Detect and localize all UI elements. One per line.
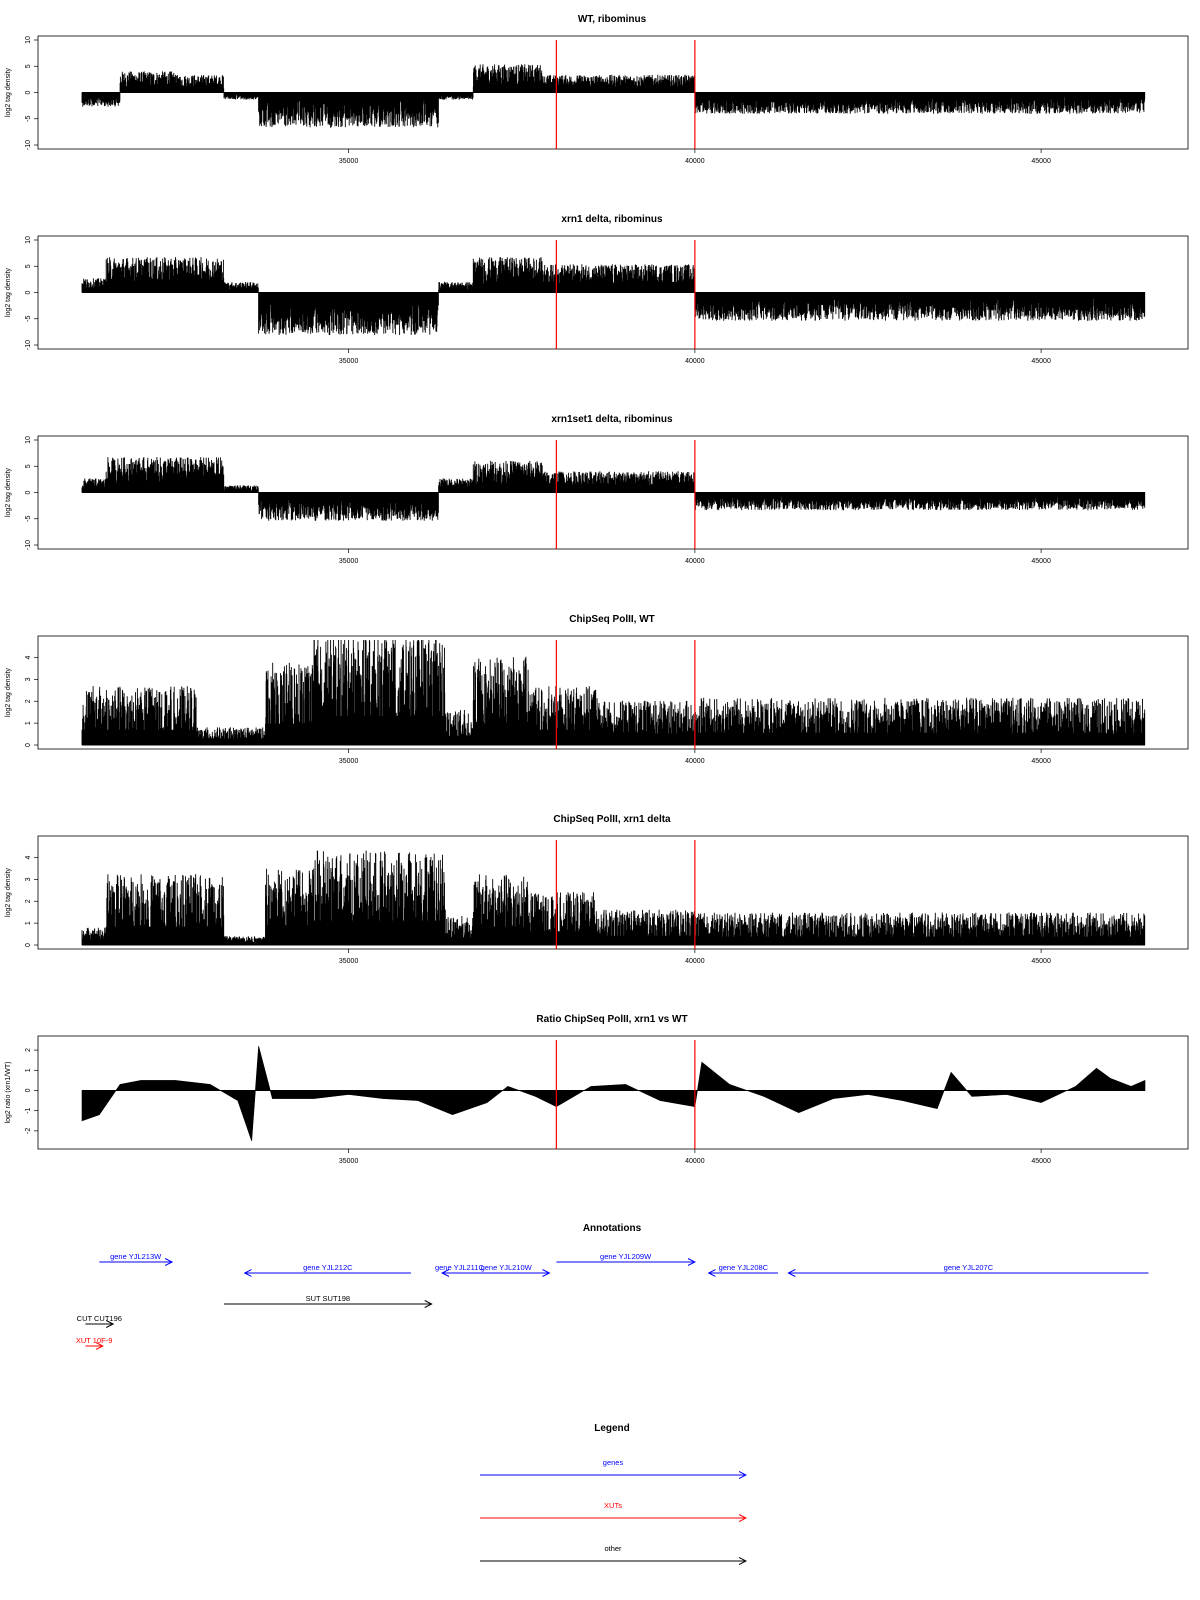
feature-label: gene YJL211C (434, 1263, 484, 1272)
chart-panel (5, 1014, 1188, 1165)
x-tick-label: 35000 (338, 758, 359, 765)
chart-panel (5, 614, 1188, 765)
panel-title: xrn1 delta, ribominus (561, 214, 663, 225)
chart-panel (5, 14, 1188, 165)
y-tick-label: 3 (25, 877, 32, 882)
y-tick-label: 0 (25, 90, 32, 95)
y-tick-label: 5 (25, 264, 32, 269)
x-tick-label: 45000 (1031, 558, 1051, 565)
chart-panels (5, 14, 1188, 1165)
panel-title: WT, ribominus (577, 14, 647, 25)
feature-label: gene YJL212C (303, 1263, 353, 1272)
feature-label: CUT CUT196 (76, 1314, 122, 1323)
feature-label: gene YJL207C (943, 1263, 994, 1272)
panel-title: ChipSeq PolII, WT (569, 614, 655, 625)
y-tick-label: 1 (25, 721, 32, 726)
chart-panel (5, 814, 1188, 965)
y-tick-label: 5 (25, 464, 32, 469)
x-tick-label: 35000 (338, 158, 359, 165)
y-tick-label: 4 (25, 655, 32, 660)
y-axis-label: log2 ratio (xrn1/WT) (5, 1061, 12, 1124)
legend-panel (480, 1423, 746, 1561)
y-tick-label: -10 (25, 139, 32, 151)
feature-label: XUT 10F-9 (75, 1336, 113, 1345)
y-tick-label: -5 (25, 115, 32, 122)
feature-label: gene YJL209W (600, 1252, 652, 1261)
annotations-panel (76, 1223, 1149, 1346)
panel-title: Ratio ChipSeq PolII, xrn1 vs WT (536, 1014, 688, 1025)
y-tick-label: 2 (25, 899, 32, 904)
x-tick-label: 40000 (685, 958, 705, 965)
x-tick-label: 40000 (685, 1158, 705, 1165)
y-tick-label: 0 (25, 290, 32, 295)
y-tick-label: -2 (25, 1127, 32, 1134)
x-tick-label: 40000 (685, 158, 705, 165)
signal-bars (82, 64, 1145, 128)
y-axis-label: log2 tag density (5, 267, 12, 318)
x-tick-label: 40000 (685, 758, 705, 765)
chart-panel (5, 214, 1188, 365)
legend-title: Legend (594, 1423, 630, 1434)
x-tick-label: 35000 (338, 1158, 359, 1165)
ratio-area (82, 1046, 1145, 1141)
x-tick-label: 35000 (338, 558, 359, 565)
x-tick-label: 45000 (1031, 1158, 1051, 1165)
feature-label: gene YJL208C (718, 1263, 769, 1272)
y-tick-label: 5 (25, 64, 32, 69)
legend-label: genes (602, 1458, 624, 1467)
x-tick-label: 45000 (1031, 158, 1051, 165)
y-tick-label: 10 (25, 436, 32, 444)
feature-label: SUT SUT198 (305, 1294, 351, 1303)
y-tick-label: 0 (25, 1088, 32, 1093)
y-tick-label: -5 (25, 315, 32, 322)
x-tick-label: 35000 (338, 958, 359, 965)
y-axis-label: log2 tag density (5, 867, 12, 918)
x-tick-label: 40000 (685, 358, 705, 365)
x-tick-label: 35000 (338, 358, 359, 365)
signal-bars (82, 640, 1145, 745)
y-axis-label: log2 tag density (5, 467, 12, 518)
signal-bars (82, 257, 1145, 335)
y-tick-label: -1 (25, 1107, 32, 1114)
panel-title: xrn1set1 delta, ribominus (551, 414, 673, 425)
signal-bars (82, 457, 1145, 521)
y-tick-label: -10 (25, 339, 32, 351)
y-tick-label: 10 (25, 36, 32, 44)
feature-label: gene YJL213W (110, 1252, 162, 1261)
y-tick-label: 3 (25, 677, 32, 682)
y-tick-label: 2 (25, 699, 32, 704)
y-tick-label: 0 (25, 943, 32, 947)
x-tick-label: 45000 (1031, 358, 1051, 365)
y-tick-label: 0 (25, 743, 32, 747)
y-tick-label: 0 (25, 490, 32, 495)
signal-bars (82, 851, 1145, 945)
y-tick-label: 1 (25, 921, 32, 926)
legend-label: XUTs (604, 1501, 622, 1510)
y-tick-label: -10 (25, 539, 32, 551)
x-tick-label: 45000 (1031, 958, 1051, 965)
y-axis-label: log2 tag density (5, 667, 12, 718)
legend-label: other (604, 1544, 622, 1553)
y-tick-label: 10 (25, 236, 32, 244)
panel-title: ChipSeq PolII, xrn1 delta (553, 814, 671, 825)
y-tick-label: 2 (25, 1048, 32, 1053)
y-tick-label: 4 (25, 855, 32, 860)
x-tick-label: 40000 (685, 558, 705, 565)
y-axis-label: log2 tag density (5, 67, 12, 118)
chart-panel (5, 414, 1188, 565)
y-tick-label: 1 (25, 1068, 32, 1073)
y-tick-label: -5 (25, 515, 32, 522)
x-tick-label: 45000 (1031, 758, 1051, 765)
annotations-title: Annotations (582, 1223, 642, 1234)
feature-label: gene YJL210W (480, 1263, 532, 1272)
